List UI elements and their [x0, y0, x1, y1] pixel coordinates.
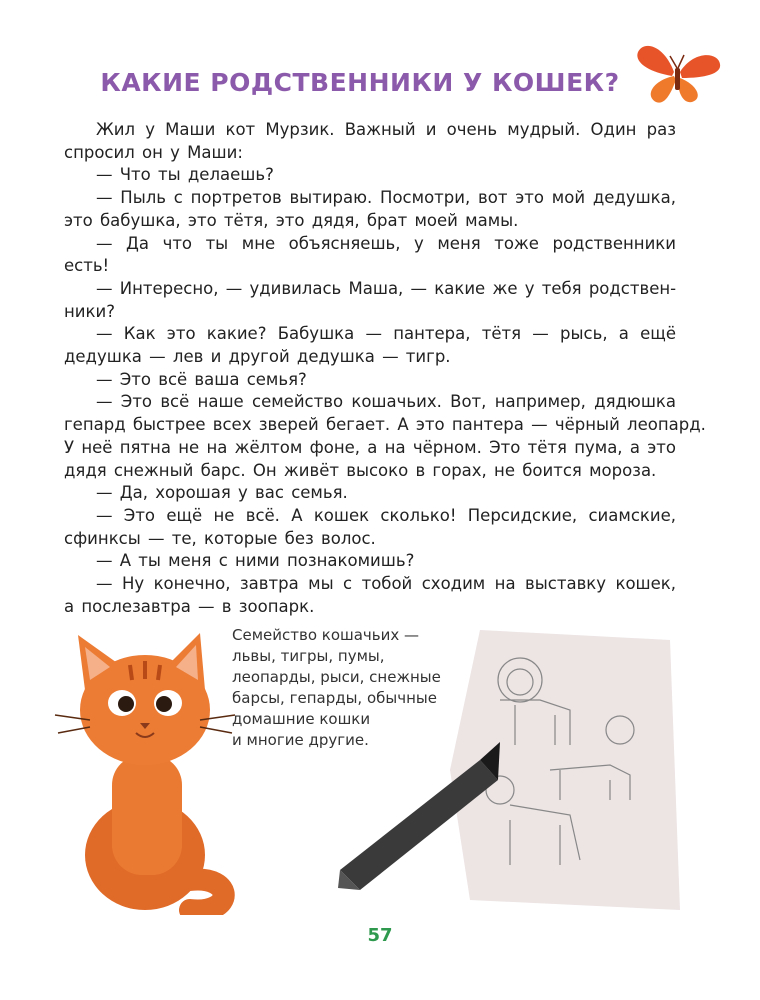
- story-line: спросил он у Маши:: [64, 142, 243, 162]
- pencil-illustration: [320, 730, 520, 900]
- story-line: — Что ты делаешь?: [96, 165, 274, 185]
- story-line: — Это ещё не всё. А кошек сколько! Персидские, сиамские,: [96, 505, 676, 525]
- caption-line: леопарды, рыси, снежные: [232, 668, 441, 686]
- story-line: — Да что ты мне объясняешь, у меня тоже родственники: [96, 233, 676, 253]
- story-line: гепард быстрее всех зверей бегает. А это пантера — чёрный леопард.: [64, 415, 706, 435]
- story-line: это бабушка, это тётя, это дядя, брат моей мамы.: [64, 210, 519, 230]
- page-number: 57: [367, 925, 393, 946]
- caption-line: львы, тигры, пумы,: [232, 647, 385, 665]
- story-line: дядя снежный барс. Он живёт высоко в горах, не боится мороза.: [64, 460, 657, 480]
- story-line: Жил у Маши кот Мурзик. Важный и очень мудрый. Один раз: [96, 120, 676, 139]
- story-line: — Пыль с портретов вытираю. Посмотри, вот это мой дедушка,: [96, 188, 676, 208]
- story-line: У неё пятна не на жёлтом фоне, а на чёрном. Это тётя пума, а это: [64, 437, 676, 457]
- story-text: [64, 119, 706, 618]
- story-line: — А ты меня с ними познакомишь?: [96, 551, 415, 571]
- story-line: — Интересно, — удивилась Маша, — какие же у тебя родствен-: [96, 278, 677, 298]
- story-line: — Это всё ваша семья?: [96, 369, 307, 389]
- story-line: ники?: [64, 301, 115, 321]
- caption-line: Семейство кошачьих —: [232, 626, 420, 644]
- story-line: — Это всё наше семейство кошачьих. Вот, например, дядюшка: [96, 392, 676, 412]
- caption-line: домашние кошки: [232, 710, 371, 728]
- story-line: — Ну конечно, завтра мы с тобой сходим на выставку кошек,: [96, 574, 676, 594]
- caption-line: барсы, гепарды, обычные: [232, 689, 437, 707]
- story-line: — Да, хорошая у вас семья.: [96, 483, 348, 503]
- cat-illustration: [50, 625, 240, 915]
- story-line: а послезавтра — в зоопарк.: [64, 596, 315, 616]
- story-line: сфинксы — те, которые без волос.: [64, 528, 376, 548]
- caption-line: и многие другие.: [232, 731, 369, 749]
- story-line: дедушка — лев и другой дедушка — тигр.: [64, 347, 451, 367]
- story-line: есть!: [64, 256, 110, 276]
- story-line: — Как это какие? Бабушка — пантера, тётя — рысь, а ещё: [96, 324, 676, 344]
- butterfly-icon: [634, 40, 724, 110]
- page-title: КАКИЕ РОДСТВЕННИКИ У КОШЕК?: [100, 68, 620, 97]
